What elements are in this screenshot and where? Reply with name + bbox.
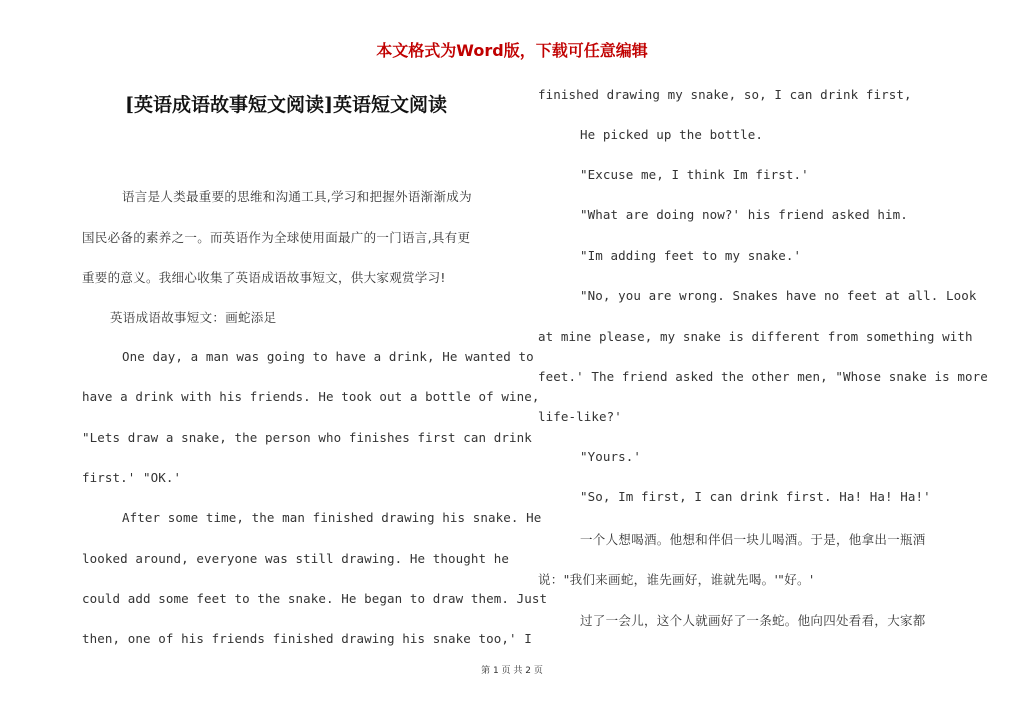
- paragraph-line: "What are doing now?' his friend asked him.: [580, 207, 908, 222]
- paragraph-line: finished drawing my snake, so, I can drink first,: [538, 87, 912, 102]
- download-banner: 本文格式为Word版，下载可任意编辑: [376, 41, 648, 60]
- paragraph-line: at mine please, my snake is different from something with: [538, 329, 973, 344]
- paragraph-line: "Excuse me, I think Im first.': [580, 167, 809, 182]
- paragraph-line: 说："我们来画蛇，谁先画好，谁就先喝。'"好。': [538, 572, 814, 587]
- paragraph-line: 重要的意义。我细心收集了英语成语故事短文，供大家观赏学习!: [82, 270, 446, 285]
- paragraph-line: 一个人想喝酒。他想和伴侣一块儿喝酒。于是，他拿出一瓶酒: [580, 532, 926, 547]
- paragraph-line: He picked up the bottle.: [580, 127, 764, 142]
- paragraph-line: looked around, everyone was still drawing. He thought he: [82, 551, 510, 566]
- paragraph-line: could add some feet to the snake. He began to draw them. Just: [82, 591, 548, 606]
- paragraph-line: 国民必备的素养之一。而英语作为全球使用面最广的一门语言,具有更: [82, 230, 471, 245]
- paragraph-line: first.' "OK.': [82, 470, 182, 485]
- paragraph-line: After some time, the man finished drawing his snake. He: [122, 510, 542, 525]
- paragraph-line: "So, Im first, I can drink first. Ha! Ha! Ha!': [580, 489, 931, 504]
- paragraph-line: "Lets draw a snake, the person who finishes first can drink: [82, 430, 532, 445]
- page-number: 第 1 页 共 2 页: [481, 666, 543, 676]
- paragraph-line: 过了一会儿，这个人就画好了一条蛇。他向四处看看，大家都: [580, 613, 926, 628]
- paragraph-line: then, one of his friends finished drawing his snake too,' I: [82, 631, 532, 646]
- paragraph-line: life-like?': [538, 409, 622, 424]
- paragraph-line: 语言是人类最重要的思维和沟通工具,学习和把握外语渐渐成为: [122, 189, 472, 204]
- paragraph-line: "Yours.': [580, 449, 642, 464]
- section-heading: 英语成语故事短文：画蛇添足: [110, 310, 277, 325]
- paragraph-line: One day, a man was going to have a drink, He wanted to: [122, 349, 534, 364]
- paragraph-line: "No, you are wrong. Snakes have no feet at all. Look: [580, 288, 977, 303]
- paragraph-line: have a drink with his friends. He took out a bottle of wine,: [82, 389, 540, 404]
- paragraph-line: feet.' The friend asked the other men, "Whose snake is more: [538, 369, 988, 384]
- article-title: [英语成语故事短文阅读]英语短文阅读: [125, 94, 447, 116]
- paragraph-line: "Im adding feet to my snake.': [580, 248, 802, 263]
